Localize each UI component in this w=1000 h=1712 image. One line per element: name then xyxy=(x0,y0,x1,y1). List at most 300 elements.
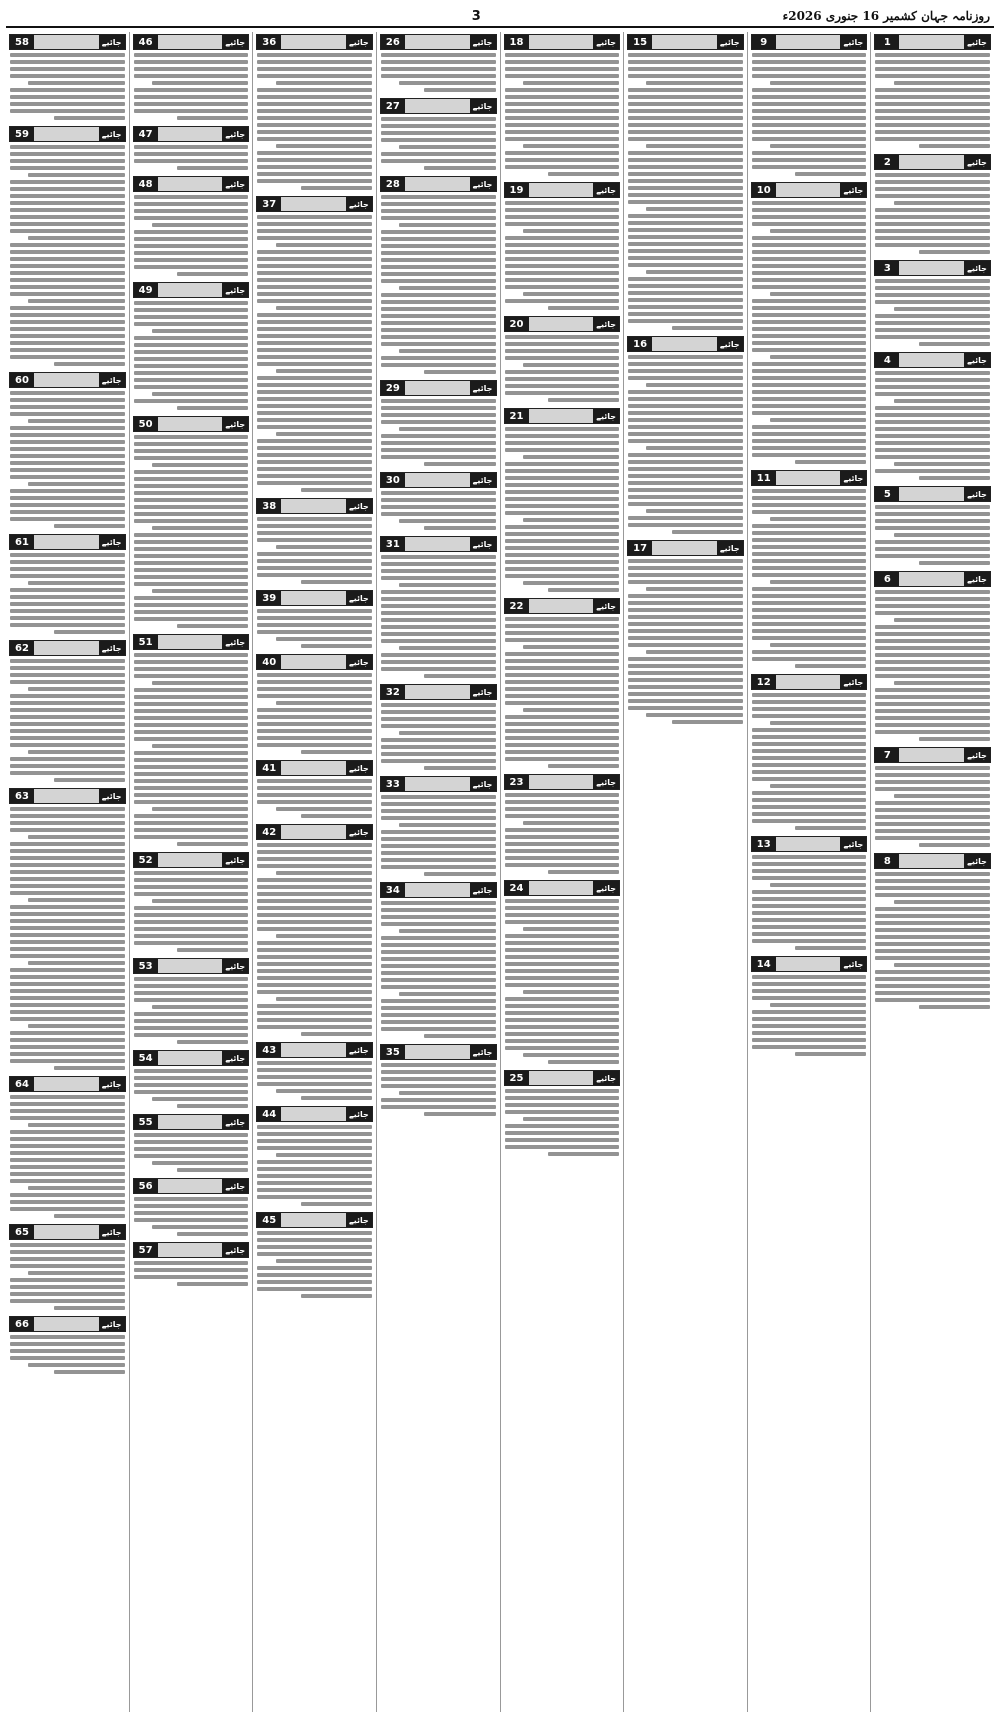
news-item xyxy=(380,1044,497,1116)
text-line xyxy=(628,685,743,689)
text-line xyxy=(301,580,372,584)
text-line xyxy=(752,208,867,212)
news-item-body xyxy=(874,173,991,254)
news-item xyxy=(380,34,497,92)
text-line xyxy=(10,398,125,402)
text-line xyxy=(381,632,496,636)
text-line xyxy=(10,264,125,268)
news-item-body xyxy=(380,399,497,466)
text-line xyxy=(134,920,249,924)
text-line xyxy=(54,1370,125,1374)
text-line xyxy=(10,623,125,627)
text-line xyxy=(424,766,495,770)
text-line xyxy=(628,95,743,99)
news-item-badge: جائیے xyxy=(346,591,372,605)
text-line xyxy=(134,814,249,818)
text-line xyxy=(628,102,743,106)
text-line xyxy=(54,778,125,782)
text-line xyxy=(628,277,743,281)
text-line xyxy=(505,1103,620,1107)
text-line xyxy=(752,735,867,739)
text-line xyxy=(381,964,496,968)
news-item xyxy=(256,196,373,492)
text-line xyxy=(257,1167,372,1171)
text-line xyxy=(875,109,990,113)
text-line xyxy=(10,88,125,92)
text-line xyxy=(505,356,620,360)
text-line xyxy=(134,533,249,537)
news-item-badge: جائیے xyxy=(222,417,248,431)
news-item xyxy=(504,408,621,592)
text-line xyxy=(505,483,620,487)
text-line xyxy=(134,892,249,896)
news-item-header-bar xyxy=(281,591,346,605)
text-line xyxy=(919,1005,990,1009)
news-item-body xyxy=(504,53,621,176)
text-line xyxy=(10,74,125,78)
text-line xyxy=(875,639,990,643)
text-line xyxy=(628,284,743,288)
text-line xyxy=(257,229,372,233)
text-line xyxy=(54,1066,125,1070)
text-line xyxy=(381,639,496,643)
text-line xyxy=(257,616,372,620)
text-line xyxy=(752,60,867,64)
text-line xyxy=(10,391,125,395)
text-line xyxy=(152,1225,248,1229)
text-line xyxy=(424,674,495,678)
text-line xyxy=(752,327,867,331)
text-line xyxy=(505,1145,620,1149)
news-item-badge: جائیے xyxy=(346,825,372,839)
news-item-badge: جائیے xyxy=(99,641,125,655)
text-line xyxy=(10,680,125,684)
text-line xyxy=(628,488,743,492)
text-line xyxy=(505,546,620,550)
text-line xyxy=(795,946,866,950)
text-line xyxy=(134,456,249,460)
text-line xyxy=(875,554,990,558)
text-line xyxy=(752,404,867,408)
text-line xyxy=(381,858,496,862)
text-line xyxy=(505,377,620,381)
text-line xyxy=(301,1032,372,1036)
text-line xyxy=(875,187,990,191)
text-line xyxy=(505,976,620,980)
news-item-header-bar xyxy=(34,1077,99,1091)
text-line xyxy=(10,1200,125,1204)
text-line xyxy=(752,341,867,345)
text-line xyxy=(276,1153,372,1157)
text-line xyxy=(134,716,249,720)
news-item-badge: جائیے xyxy=(99,373,125,387)
text-line xyxy=(257,102,372,106)
text-line xyxy=(10,334,125,338)
text-line xyxy=(752,819,867,823)
text-line xyxy=(28,482,124,486)
text-line xyxy=(10,722,125,726)
news-item xyxy=(133,1178,250,1236)
news-item xyxy=(504,34,621,176)
news-item-badge: جائیے xyxy=(222,635,248,649)
text-line xyxy=(628,53,743,57)
text-line xyxy=(752,657,867,661)
news-item-badge: جائیے xyxy=(964,353,990,367)
text-line xyxy=(628,692,743,696)
text-line xyxy=(752,1017,867,1021)
text-line xyxy=(752,95,867,99)
text-line xyxy=(177,406,248,410)
text-line xyxy=(628,495,743,499)
text-line xyxy=(257,538,372,542)
text-line xyxy=(875,95,990,99)
news-item-number: 1 xyxy=(875,35,899,49)
news-item-body xyxy=(256,53,373,190)
text-line xyxy=(875,984,990,988)
news-item-number: 53 xyxy=(134,959,158,973)
news-item-number: 54 xyxy=(134,1051,158,1065)
news-item-badge: جائیے xyxy=(222,853,248,867)
text-line xyxy=(134,1083,249,1087)
news-item-body xyxy=(380,555,497,678)
text-line xyxy=(752,996,867,1000)
text-line xyxy=(10,510,125,514)
text-line xyxy=(257,446,372,450)
news-item-header-bar xyxy=(34,535,99,549)
text-line xyxy=(257,559,372,563)
text-line xyxy=(257,411,372,415)
text-line xyxy=(628,355,743,359)
text-line xyxy=(628,158,743,162)
news-item-number: 12 xyxy=(752,675,776,689)
text-line xyxy=(10,250,125,254)
text-line xyxy=(505,962,620,966)
text-line xyxy=(28,581,124,585)
text-line xyxy=(257,1231,372,1235)
text-line xyxy=(875,801,990,805)
text-line xyxy=(54,524,125,528)
text-line xyxy=(505,109,620,113)
news-item-header xyxy=(9,534,126,550)
text-line xyxy=(752,250,867,254)
news-item-header xyxy=(504,408,621,424)
news-item-number: 56 xyxy=(134,1179,158,1193)
text-line xyxy=(10,1243,125,1247)
text-line xyxy=(381,625,496,629)
text-line xyxy=(505,659,620,663)
news-item-number: 58 xyxy=(10,35,34,49)
text-line xyxy=(28,419,124,423)
text-line xyxy=(10,694,125,698)
text-line xyxy=(257,630,372,634)
text-line xyxy=(10,1137,125,1141)
news-item-number: 38 xyxy=(257,499,281,513)
text-line xyxy=(134,723,249,727)
news-item-number: 39 xyxy=(257,591,281,605)
text-line xyxy=(628,242,743,246)
text-line xyxy=(752,362,867,366)
text-line xyxy=(628,474,743,478)
news-item-badge: جائیے xyxy=(346,197,372,211)
text-line xyxy=(752,320,867,324)
text-line xyxy=(875,137,990,141)
news-item-body xyxy=(9,53,126,120)
text-line xyxy=(919,144,990,148)
text-line xyxy=(505,934,620,938)
text-line xyxy=(134,1133,249,1137)
text-line xyxy=(152,681,248,685)
text-line xyxy=(381,399,496,403)
news-item-header-bar xyxy=(776,675,841,689)
news-item-badge: جائیے xyxy=(346,1043,372,1057)
text-line xyxy=(875,222,990,226)
text-line xyxy=(276,1089,372,1093)
text-line xyxy=(752,700,867,704)
news-item-number: 8 xyxy=(875,854,899,868)
text-line xyxy=(257,1075,372,1079)
text-line xyxy=(399,929,495,933)
text-line xyxy=(523,455,619,459)
news-item-header xyxy=(133,1242,250,1258)
text-line xyxy=(257,1238,372,1242)
text-line xyxy=(399,349,495,353)
text-line xyxy=(134,977,249,981)
news-item-badge: جائیے xyxy=(593,1071,619,1085)
text-line xyxy=(505,574,620,578)
text-line xyxy=(505,666,620,670)
news-item-header-bar xyxy=(405,99,470,113)
text-line xyxy=(875,314,990,318)
text-line xyxy=(505,1131,620,1135)
news-item-header xyxy=(9,1224,126,1240)
news-item-body xyxy=(874,371,991,480)
text-line xyxy=(752,264,867,268)
text-line xyxy=(628,706,743,710)
text-line xyxy=(381,272,496,276)
news-item xyxy=(256,824,373,1036)
text-line xyxy=(134,1147,249,1151)
text-line xyxy=(628,657,743,661)
news-item xyxy=(9,372,126,528)
text-line xyxy=(548,172,619,176)
news-item xyxy=(751,956,868,1056)
text-line xyxy=(505,349,620,353)
text-line xyxy=(10,1207,125,1211)
text-line xyxy=(795,1052,866,1056)
text-line xyxy=(257,460,372,464)
text-line xyxy=(257,736,372,740)
news-item-body xyxy=(133,435,250,628)
news-item-header-bar xyxy=(34,373,99,387)
news-item xyxy=(874,571,991,741)
text-line xyxy=(257,673,372,677)
text-line xyxy=(628,376,743,380)
text-line xyxy=(875,208,990,212)
text-line xyxy=(505,243,620,247)
text-line xyxy=(381,816,496,820)
text-line xyxy=(134,399,249,403)
text-line xyxy=(875,434,990,438)
news-item-header xyxy=(133,1050,250,1066)
text-line xyxy=(276,1259,372,1263)
text-line xyxy=(381,363,496,367)
text-line xyxy=(628,179,743,183)
text-line xyxy=(134,449,249,453)
text-line xyxy=(134,941,249,945)
news-item-header-bar xyxy=(34,1317,99,1331)
text-line xyxy=(10,1003,125,1007)
text-line xyxy=(134,477,249,481)
text-line xyxy=(10,553,125,557)
text-line xyxy=(257,1181,372,1185)
news-item-header-bar xyxy=(529,1071,594,1085)
text-line xyxy=(919,561,990,565)
text-line xyxy=(381,703,496,707)
news-item xyxy=(751,836,868,950)
text-line xyxy=(875,547,990,551)
text-line xyxy=(257,722,372,726)
text-line xyxy=(505,469,620,473)
text-line xyxy=(752,299,867,303)
news-item-badge: جائیے xyxy=(593,317,619,331)
news-item-header xyxy=(751,836,868,852)
text-line xyxy=(10,1172,125,1176)
news-item-number: 24 xyxy=(505,881,529,895)
news-item-badge: جائیے xyxy=(593,183,619,197)
text-line xyxy=(54,630,125,634)
news-item-number: 18 xyxy=(505,35,529,49)
text-line xyxy=(628,123,743,127)
news-item-number: 48 xyxy=(134,177,158,191)
text-line xyxy=(257,1011,372,1015)
news-item-badge: جائیے xyxy=(346,761,372,775)
text-line xyxy=(257,271,372,275)
text-line xyxy=(134,512,249,516)
text-line xyxy=(381,328,496,332)
news-item-number: 16 xyxy=(628,337,652,351)
text-line xyxy=(628,291,743,295)
text-line xyxy=(505,208,620,212)
text-line xyxy=(301,1202,372,1206)
text-line xyxy=(752,573,867,577)
text-line xyxy=(134,67,249,71)
news-column xyxy=(623,32,747,1712)
news-item-body xyxy=(751,975,868,1056)
text-line xyxy=(381,660,496,664)
news-item-header xyxy=(133,958,250,974)
news-item-body xyxy=(504,793,621,874)
news-item-header xyxy=(9,1076,126,1092)
text-line xyxy=(257,531,372,535)
text-line xyxy=(875,60,990,64)
news-item-header-bar xyxy=(529,599,594,613)
news-item-body xyxy=(9,1335,126,1374)
text-line xyxy=(875,998,990,1002)
news-item-header-bar xyxy=(652,541,717,555)
text-line xyxy=(875,130,990,134)
text-line xyxy=(134,152,249,156)
text-line xyxy=(134,695,249,699)
text-line xyxy=(875,829,990,833)
text-line xyxy=(628,116,743,120)
news-item-header xyxy=(9,640,126,656)
text-line xyxy=(752,102,867,106)
text-line xyxy=(134,688,249,692)
text-line xyxy=(134,828,249,832)
text-line xyxy=(134,674,249,678)
text-line xyxy=(10,1095,125,1099)
news-item-body xyxy=(133,1261,250,1286)
text-line xyxy=(628,699,743,703)
text-line xyxy=(505,497,620,501)
news-item-number: 11 xyxy=(752,471,776,485)
news-item-number: 35 xyxy=(381,1045,405,1059)
news-item-header-bar xyxy=(281,35,346,49)
text-line xyxy=(381,53,496,57)
text-line xyxy=(134,1211,249,1215)
text-line xyxy=(505,490,620,494)
text-line xyxy=(134,751,249,755)
text-line xyxy=(752,313,867,317)
text-line xyxy=(10,743,125,747)
text-line xyxy=(28,898,124,902)
news-item-body xyxy=(133,1197,250,1236)
text-line xyxy=(257,1004,372,1008)
text-line xyxy=(10,243,125,247)
text-line xyxy=(257,1132,372,1136)
text-line xyxy=(177,1282,248,1286)
text-line xyxy=(381,293,496,297)
news-item-header-bar xyxy=(899,572,964,586)
text-line xyxy=(134,568,249,572)
text-line xyxy=(381,1006,496,1010)
text-line xyxy=(381,837,496,841)
text-line xyxy=(795,172,866,176)
text-line xyxy=(628,137,743,141)
text-line xyxy=(257,948,372,952)
news-item-header xyxy=(9,788,126,804)
text-line xyxy=(381,406,496,410)
text-line xyxy=(752,982,867,986)
text-line xyxy=(10,447,125,451)
news-item-body xyxy=(504,427,621,592)
news-item-number: 41 xyxy=(257,761,281,775)
text-line xyxy=(257,920,372,924)
news-item-badge: جائیے xyxy=(717,35,743,49)
text-line xyxy=(752,74,867,78)
text-line xyxy=(381,908,496,912)
text-line xyxy=(134,357,249,361)
text-line xyxy=(399,583,495,587)
news-item-badge: جائیے xyxy=(470,777,496,791)
text-line xyxy=(134,702,249,706)
text-line xyxy=(628,186,743,190)
news-item xyxy=(874,154,991,254)
text-line xyxy=(628,467,743,471)
text-line xyxy=(523,927,619,931)
news-item-body xyxy=(9,1095,126,1218)
text-line xyxy=(276,144,372,148)
text-line xyxy=(875,815,990,819)
text-line xyxy=(381,851,496,855)
news-item xyxy=(874,34,991,148)
text-line xyxy=(177,272,248,276)
text-line xyxy=(10,856,125,860)
news-item xyxy=(256,590,373,648)
text-line xyxy=(875,540,990,544)
text-line xyxy=(875,766,990,770)
news-item-badge: جائیے xyxy=(964,35,990,49)
